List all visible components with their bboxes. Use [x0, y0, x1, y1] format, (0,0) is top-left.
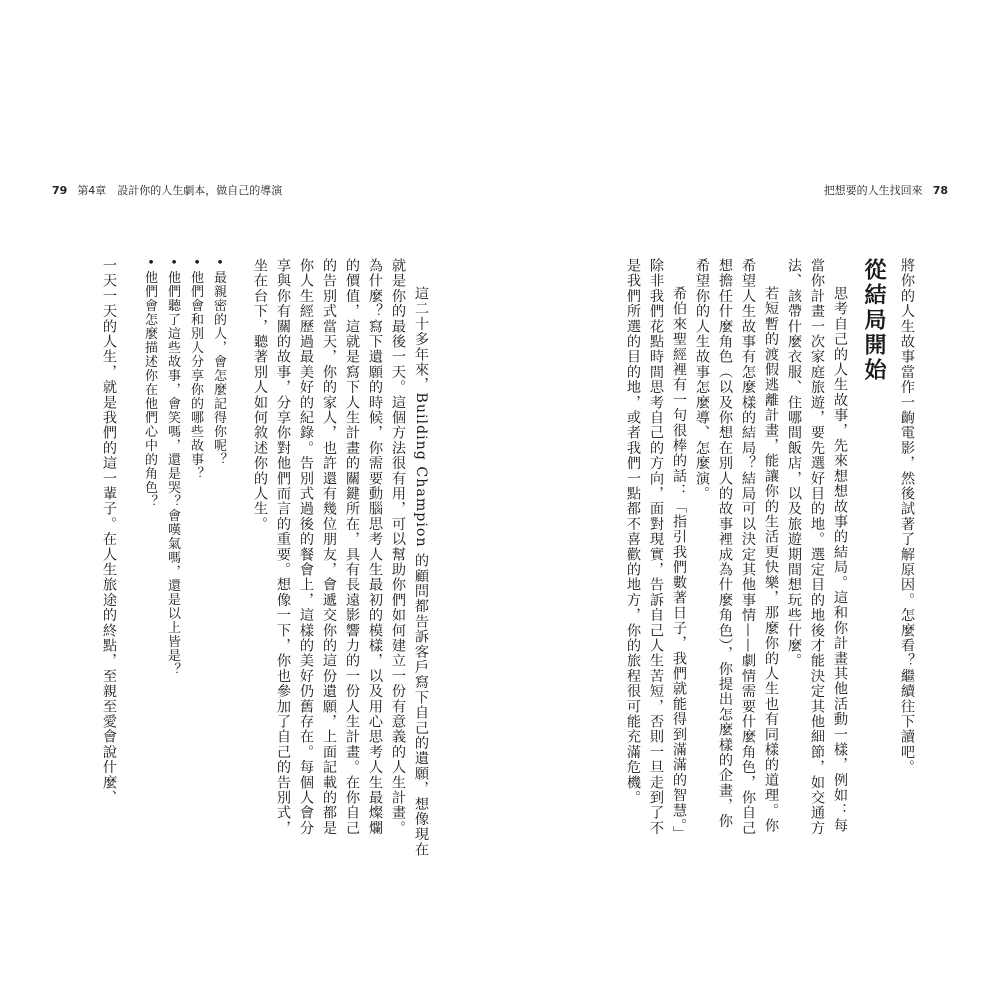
text-line: 當你計畫一次家庭旅遊，要先選好目的地。選定目的地後才能決定其他細節，如交通方: [809, 258, 825, 836]
list-item: • 他們會和別人分享你的哪些故事？: [184, 258, 207, 848]
paragraph: [621, 258, 690, 848]
text-line: 將你的人生故事當作一齣電影，然後試著了解原因。怎麼看？繼續往下讀吧。: [899, 258, 915, 775]
text-line: 的告別式當天，你的家人，也許還有幾位朋友，會遞交你的這份遺願，上面記載的都是: [321, 258, 337, 836]
right-page-title: 把想要的人生找回來: [823, 184, 923, 197]
text-line: 這二十多年來，Building Champion 的顧問都告訴客戶寫下自己的遺願，想像現在: [413, 286, 429, 858]
list-item: • 他們聽了這些故事，會笑嗎，還是哭？會嘆氣嗎，還是以上皆是？: [161, 258, 184, 848]
text-line: 思考自己的人生故事，先來想想故事的結局。這和你計畫其他活動一樣，例如：每: [832, 286, 848, 834]
paragraph: [782, 258, 851, 848]
text-line: 就是你的最後一天。這個方法很有用，可以幫助你們如何建立一份有意義的人生計畫。: [390, 258, 406, 836]
text-line: 你人生經歷過最美好的紀錄。告別式過後的餐會上，這樣的美好仍舊存在。每個人會分: [298, 258, 314, 836]
right-running-head: [824, 184, 948, 198]
right-page-body: [566, 258, 918, 848]
list-item: • 最親密的人，會怎麼記得你呢？: [207, 258, 230, 848]
text-line: 的價值，這就是寫下人生計畫的關鍵所在，具有長遠影響力的一份人生計畫。在你自己: [344, 258, 360, 836]
text-line: 希望你的人生故事怎麼導、怎麼演。: [694, 258, 710, 502]
left-chapter-title: 第4章 設計你的人生劇本，做自己的導演: [77, 184, 283, 197]
right-page-number: 78: [932, 184, 948, 197]
section-heading: 從結局開始: [861, 258, 886, 383]
text-line: 希伯來聖經裡有一句很棒的話：「指引我們數著日子，我們就能得到滿滿的智慧。」: [671, 286, 687, 842]
text-line: 法、該帶什麼衣服、住哪間飯店，以及旅遊期間想玩些什麼。: [786, 258, 802, 669]
paragraph: [690, 258, 782, 848]
text-line: 為什麼？寫下遺願的時候，你需要動腦思考人生最初的模樣，以及用心思考人生最燦爛: [367, 258, 383, 836]
text-line: 希望人生故事有怎麼樣的結局？結局可以決定其他事情——劇情需要什麼角色，你自己: [740, 258, 756, 836]
question-list: [138, 258, 230, 848]
paragraph: [97, 258, 120, 848]
text-line: 是我們所選的目的地，或者我們一點都不喜歡的地方，你的旅程很可能充滿危機。: [625, 258, 641, 806]
paragraph: [248, 258, 432, 858]
left-page-body: [66, 258, 432, 858]
text-line: 想擔任什麼角色（以及你想在別人的故事裡成為什麼角色），你提出怎麼樣的企畫，你: [717, 258, 733, 829]
text-line: 一天一天的人生，就是我們的這一輩子。在人生旅途的終點，至親至愛會說什麼、: [101, 258, 117, 806]
text-line: 坐在台下，聽著別人如何敘述你的人生。: [252, 258, 268, 532]
text-line: 若短暫的渡假逃離計畫，能讓你的生活更快樂，那麼你的人生也有同樣的道理。你: [763, 286, 779, 834]
text-line: 除非我們花點時間思考自己的方向，面對現實，告訴自己人生苦短，否則一旦走到了不: [648, 258, 664, 836]
left-running-head: [52, 184, 282, 198]
right-intro: [895, 258, 918, 848]
text-line: 享與你有關的故事，分享你對他們而言的重要。想像一下，你也參加了自己的告別式，: [275, 258, 291, 836]
left-page-number: 79: [52, 184, 68, 197]
list-item: • 他們會怎麼描述你在他們心中的角色？: [138, 258, 161, 848]
